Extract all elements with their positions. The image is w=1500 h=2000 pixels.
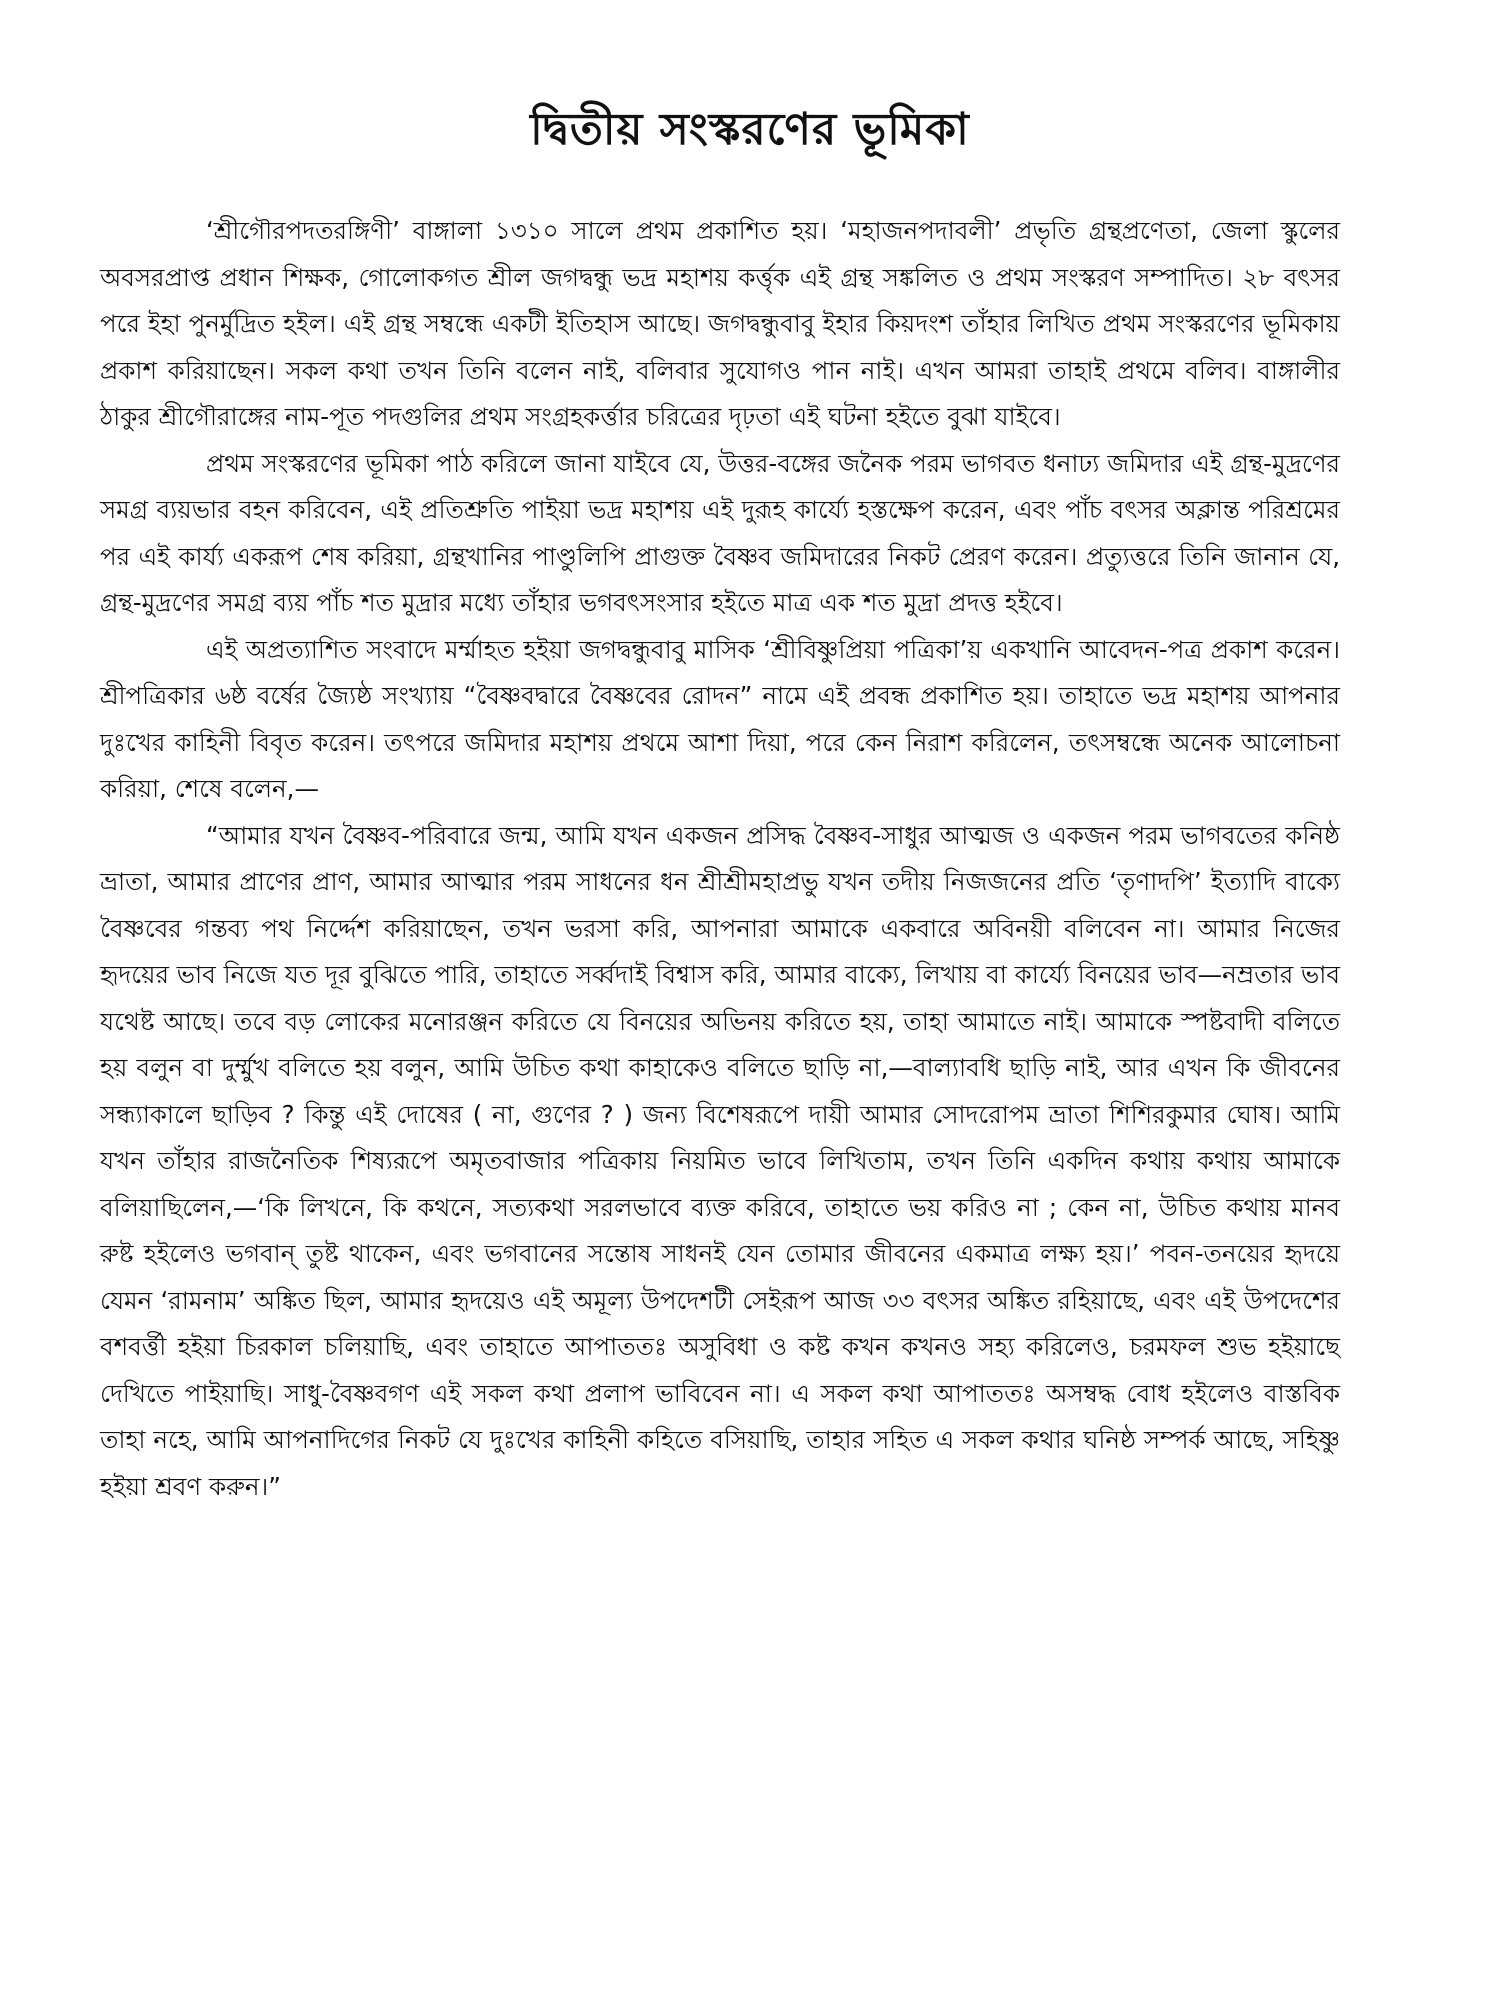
paragraph-3: এই অপ্রত্যাশিত সংবাদে মর্ম্মাহত হইয়া জগদ্বন্ধুবাবু মাসিক ‘শ্রীবিষ্ণুপ্রিয়া পত্রিকা’য় একখানি আবেদন-পত্র প্রকাশ করেন। শ্রীপত্রিকার ৬ষ্ঠ বর্ষের জ্যৈষ্ঠ সংখ্যায় “বৈষ্ণবদ্বারে বৈষ্ণবের রোদন” নামে এই প্রবন্ধ প্রকাশিত হয়। তাহাতে ভদ্র মহাশয় আপনার দুঃখের কাহিনী বিবৃত করেন। তৎপরে জমিদার মহাশয় প্রথমে আশা দিয়া, পরে কেন নিরাশ করিলেন, তৎসম্বন্ধে অনেক আলোচনা করিয়া, শেষে বলেন,— [100,634,1340,803]
paragraph-4: “আমার যখন বৈষ্ণব-পরিবারে জন্ম, আমি যখন একজন প্রসিদ্ধ বৈষ্ণব-সাধুর আত্মজ ও একজন পরম ভাগবতের কনিষ্ঠ ভ্রাতা, আমার প্রাণের প্রাণ, আমার আত্মার পরম সাধনের ধন শ্রীশ্রীমহাপ্রভু যখন তদীয় নিজজনের প্রতি ‘তৃণাদপি’ ইত্যাদি বাক্যে বৈষ্ণবের গন্তব্য পথ নির্দ্দেশ করিয়াছেন, তখন ভরসা করি, আপনারা আমাকে একবারে অবিনয়ী বলিবেন না। আমার নিজের হৃদয়ের ভাব নিজে যত দূর বুঝিতে পারি, তাহাতে সর্ব্বদাই বিশ্বাস করি, আমার বাক্যে, লিখায় বা কার্য্যে বিনয়ের ভাব—নম্রতার ভাব যথেষ্ট আছে। তবে বড় লোকের মনোরঞ্জন করিতে যে বিনয়ের অভিনয় করিতে হয়, তাহা আমাতে নাই। আমাকে স্পষ্টবাদী বলিতে হয় বলুন বা দুর্ম্মুখ বলিতে হয় বলুন, আমি উচিত কথা কাহাকেও বলিতে ছাড়ি না,—বাল্যাবধি ছাড়ি নাই, আর এখন কি জীবনের সন্ধ্যাকালে ছাড়িব ? কিন্তু এই দোষের ( না, গুণের ? ) জন্য বিশেষরূপে দায়ী আমার সোদরোপম ভ্রাতা শিশিরকুমার ঘোষ। আমি যখন তাঁহার রাজনৈতিক শিষ্যরূপে অমৃতবাজার পত্রিকায় নিয়মিত ভাবে লিখিতাম, তখন তিনি একদিন কথায় কথায় আমাকে বলিয়াছিলেন,—‘কি লিখনে, কি কথনে, সত্যকথা সরলভাবে ব্যক্ত করিবে, তাহাতে ভয় করিও না ; কেন না, উচিত কথায় মানব রুষ্ট হইলেও ভগবান্ তুষ্ট থাকেন, এবং ভগবানের সন্তোষ সাধনই যেন তোমার জীবনের একমাত্র লক্ষ্য হয়।’ পবন-তনয়ের হৃদয়ে যেমন ‘রামনাম’ অঙ্কিত ছিল, আমার হৃদয়েও এই অমূল্য উপদেশটী সেইরূপ আজ ৩৩ বৎসর অঙ্কিত রহিয়াছে, এবং এই উপদেশের বশবর্ত্তী হইয়া চিরকাল চলিয়াছি, এবং তাহাতে আপাততঃ অসুবিধা ও কষ্ট কখন কখনও সহ্য করিলেও, চরমফল শুভ হইয়াছে দেখিতে পাইয়াছি। সাধু-বৈষ্ণবগণ এই সকল কথা প্রলাপ ভাবিবেন না। এ সকল কথা আপাততঃ অসম্বদ্ধ বোধ হইলেও বাস্তবিক তাহা নহে, আমি আপনাদিগের নিকট যে দুঃখের কাহিনী কহিতে বসিয়াছি, তাহার সহিত এ সকল কথার ঘনিষ্ঠ সম্পর্ক আছে, সহিষ্ণু হইয়া শ্রবণ করুন।” [100,820,1340,1501]
page-title: দ্বিতীয় সংস্করণের ভূমিকা [530,104,970,155]
paragraph-1: ‘শ্রীগৌরপদতরঙ্গিণী’ বাঙ্গালা ১৩১০ সালে প্রথম প্রকাশিত হয়। ‘মহাজনপদাবলী’ প্রভৃতি গ্রন্থপ্রণেতা, জেলা স্কুলের অবসরপ্রাপ্ত প্রধান শিক্ষক, গোলোকগত শ্রীল জগদ্বন্ধু ভদ্র মহাশয় কর্ত্তৃক এই গ্রন্থ সঙ্কলিত ও প্রথম সংস্করণ সম্পাদিত। ২৮ বৎসর পরে ইহা পুনর্মুদ্রিত হইল। এই গ্রন্থ সম্বন্ধে একটী ইতিহাস আছে। জগদ্বন্ধুবাবু ইহার কিয়দংশ তাঁহার লিখিত প্রথম সংস্করণের ভূমিকায় প্রকাশ করিয়াছেন। সকল কথা তখন তিনি বলেন নাই, বলিবার সুযোগও পান নাই। এখন আমরা তাহাই প্রথমে বলিব। বাঙ্গালীর ঠাকুর শ্রীগৌরাঙ্গের নাম-পূত পদগুলির প্রথম সংগ্রহকর্ত্তার চরিত্রের দৃঢ়তা এই ঘটনা হইতে বুঝা যাইবে। [100,216,1340,431]
body-text [100,208,1340,1510]
paragraph-2: প্রথম সংস্করণের ভূমিকা পাঠ করিলে জানা যাইবে যে, উত্তর-বঙ্গের জনৈক পরম ভাগবত ধনাঢ্য জমিদার এই গ্রন্থ-মুদ্রণের সমগ্র ব্যয়ভার বহন করিবেন, এই প্রতিশ্রুতি পাইয়া ভদ্র মহাশয় এই দুরূহ কার্য্যে হস্তক্ষেপ করেন, এবং পাঁচ বৎসর অক্লান্ত পরিশ্রমের পর এই কার্য্য একরূপ শেষ করিয়া, গ্রন্থখানির পাণ্ডুলিপি প্রাগুক্ত বৈষ্ণব জমিদারের নিকট প্রেরণ করেন। প্রত্যুত্তরে তিনি জানান যে, গ্রন্থ-মুদ্রণের সমগ্র ব্যয় পাঁচ শত মুদ্রার মধ্যে তাঁহার ভগবৎসংসার হইতে মাত্র এক শত মুদ্রা প্রদত্ত হইবে। [100,448,1340,617]
